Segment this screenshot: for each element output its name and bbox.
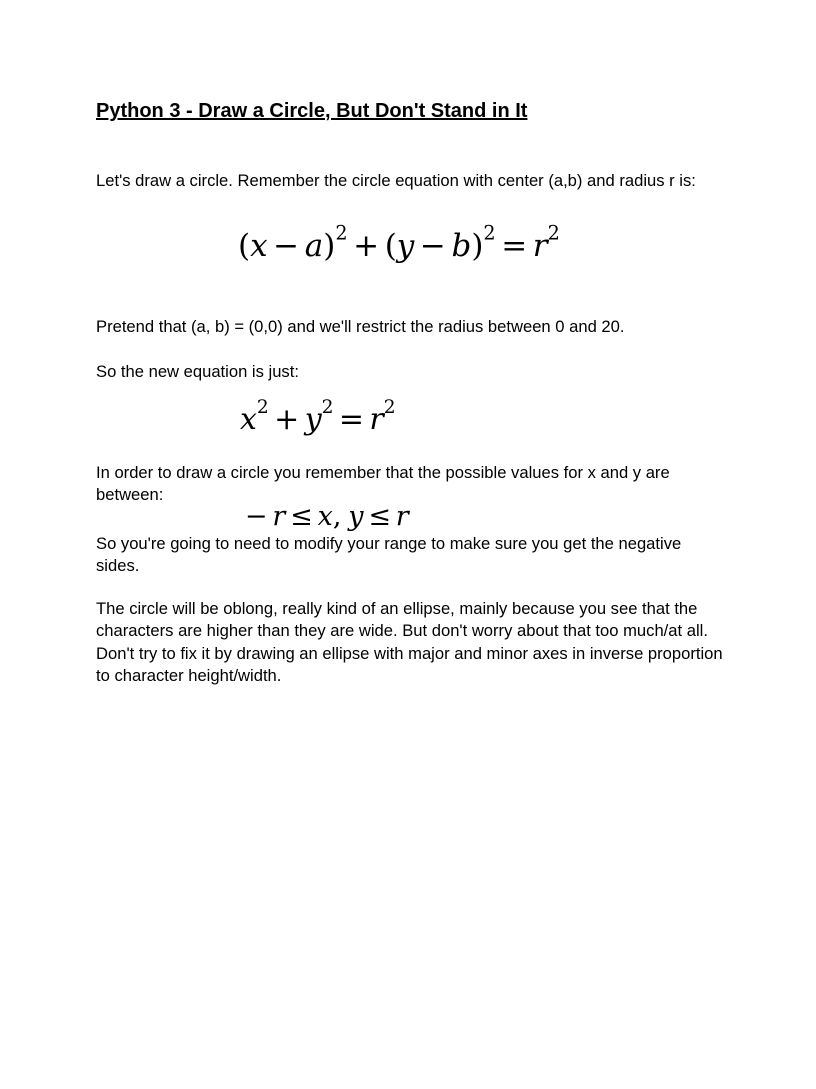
page-title: Python 3 - Draw a Circle, But Don't Stand in It [96,100,528,122]
paragraph-origin: Pretend that (a, b) = (0,0) and we'll restrict the radius between 0 and 20. [96,317,625,336]
paragraph-new-equation: So the new equation is just: [96,362,299,381]
equation-range [240,501,409,532]
equation-circle-origin [240,397,396,437]
paragraph-negative-sides: So you're going to need to modify your range to make sure you get the negative sides. [96,534,682,576]
paragraph-intro: Let's draw a circle. Remember the circle equation with center (a,b) and radius r is: [96,171,696,190]
equation-range-text: − r ≤ x, y ≤ r [244,501,409,532]
equation-circle-origin-text: $x^2 + y^2 = r^2$ [240,397,396,437]
paragraph-range: In order to draw a circle you remember that the possible values for x and y are between: [96,463,670,505]
equation-circle-general [238,221,560,264]
paragraph-ellipse-note: The circle will be oblong, really kind of an ellipse, mainly because you see that the characters are higher than they are wide. But don't worry about that too much/at all. Don't try to fix it by drawing an ellipse with major and minor axes in inverse proportion to character height/width. [96,599,723,685]
equation-circle-general-text: $(x - a)^2 + (y - b)^2 = r^2$ [238,221,560,264]
